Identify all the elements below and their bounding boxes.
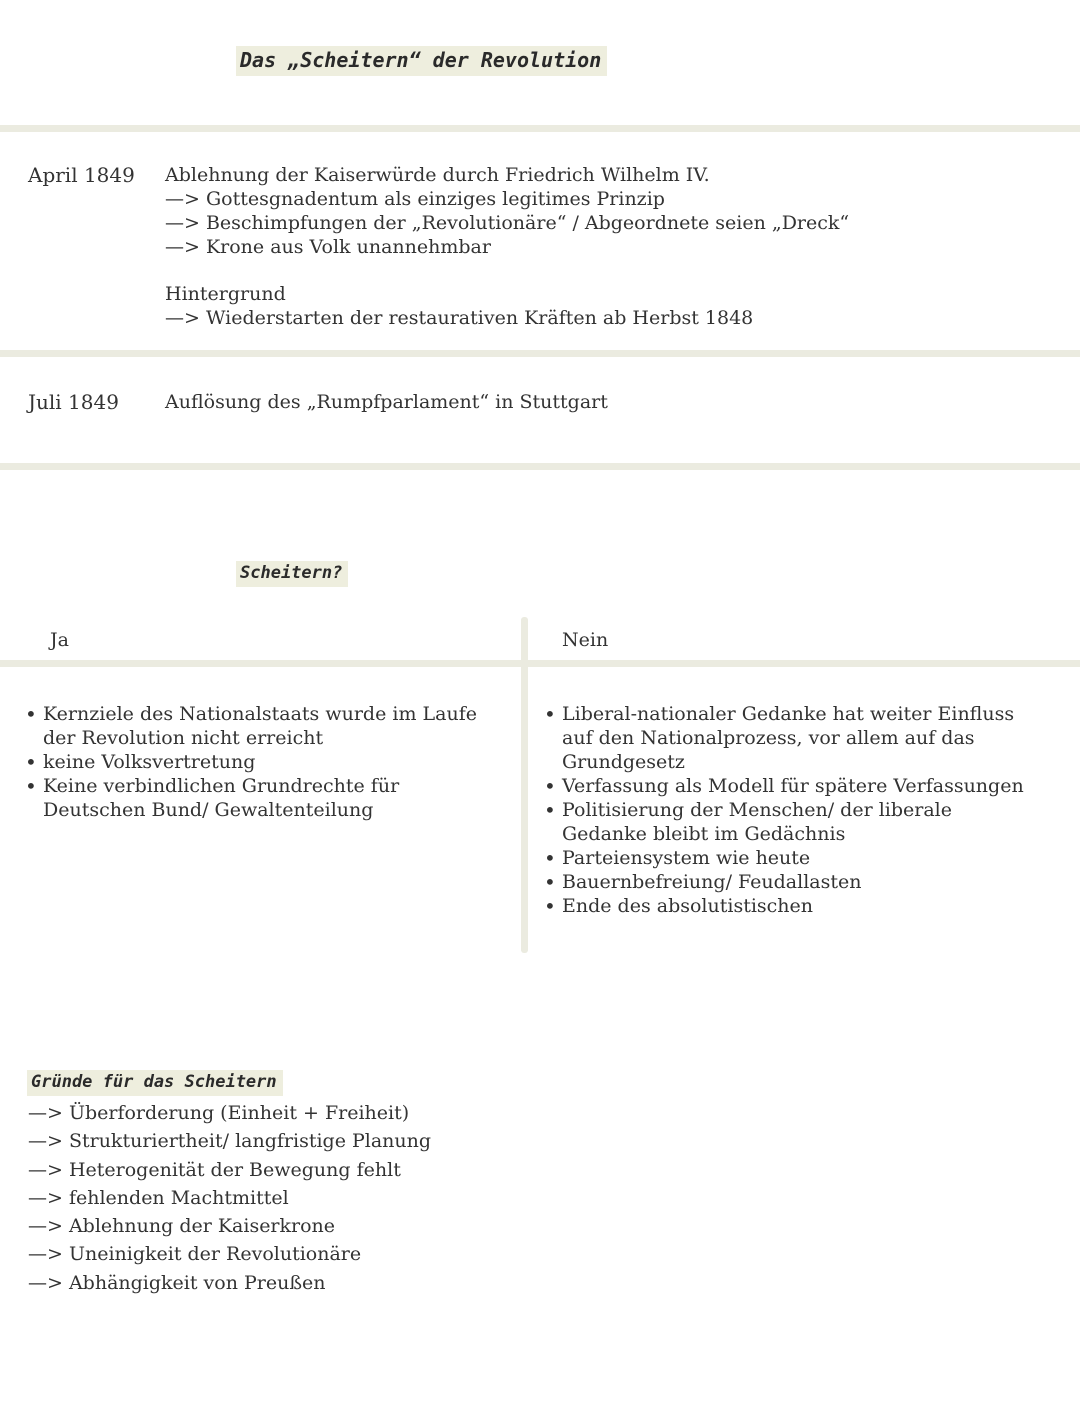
divider-bottom	[0, 463, 1080, 470]
timeline-background	[165, 282, 753, 330]
list-item: • Parteiensystem wie heute	[544, 846, 1039, 870]
reason-item: —> Abhängigkeit von Preußen	[28, 1271, 326, 1294]
column-separator	[521, 617, 528, 953]
timeline-date-july: Juli 1849	[28, 390, 119, 414]
divider-top	[0, 125, 1080, 132]
reasons-heading: Gründe für das Scheitern	[27, 1070, 283, 1096]
column-label-yes: Ja	[50, 629, 69, 651]
list-item: • keine Volksvertretung	[25, 750, 505, 774]
no-list	[544, 702, 1039, 918]
reason-item: —> Heterogenität der Bewegung fehlt	[28, 1158, 401, 1181]
entry-line: —> Beschimpfungen der „Revolutionäre“ / Abgeordnete seien „Dreck“	[165, 212, 850, 234]
background-heading: Hintergrund	[165, 283, 286, 305]
timeline-date-april: April 1849	[28, 163, 135, 187]
list-item: • Verfassung als Modell für spätere Verfassungen	[544, 774, 1039, 798]
reason-item: —> fehlenden Machtmittel	[28, 1186, 289, 1209]
entry-line: Ablehnung der Kaiserwürde durch Friedrich Wilhelm IV.	[165, 164, 710, 186]
divider-columns	[0, 660, 1080, 667]
list-item: • Liberal-nationaler Gedanke hat weiter Einfluss auf den Nationalprozess, vor allem auf das Grundgesetz	[544, 702, 1039, 774]
background-line: —> Wiederstarten der restaurativen Kräften ab Herbst 1848	[165, 307, 754, 329]
column-label-no: Nein	[562, 629, 609, 651]
list-item: • Keine verbindlichen Grundrechte für Deutschen Bund/ Gewaltenteilung	[25, 774, 505, 822]
list-item: • Ende des absolutistischen	[544, 894, 1039, 918]
list-item: • Kernziele des Nationalstaats wurde im Laufe der Revolution nicht erreicht	[25, 702, 505, 750]
list-item: • Politisierung der Menschen/ der liberale Gedanke bleibt im Gedächnis	[544, 798, 1039, 846]
reason-item: —> Ablehnung der Kaiserkrone	[28, 1215, 336, 1238]
reason-item: —> Uneinigkeit der Revolutionäre	[28, 1243, 362, 1266]
question-heading: Scheitern?	[236, 561, 348, 587]
list-item: • Bauernbefreiung/ Feudallasten	[544, 870, 1039, 894]
timeline-entry-july: Auflösung des „Rumpfparlament“ in Stuttgart	[165, 391, 608, 413]
entry-line: —> Gottesgnadentum als einziges legitimes Prinzip	[165, 188, 665, 210]
yes-list	[25, 702, 505, 822]
reason-item: —> Überforderung (Einheit + Freiheit)	[28, 1102, 410, 1124]
reason-item: —> Strukturiertheit/ langfristige Planung	[28, 1130, 432, 1153]
divider-mid	[0, 350, 1080, 357]
reasons-list	[28, 1099, 431, 1297]
entry-line: —> Krone aus Volk unannehmbar	[165, 236, 491, 258]
page-title: Das „Scheitern“ der Revolution	[236, 46, 607, 76]
timeline-entry-april	[165, 163, 849, 259]
